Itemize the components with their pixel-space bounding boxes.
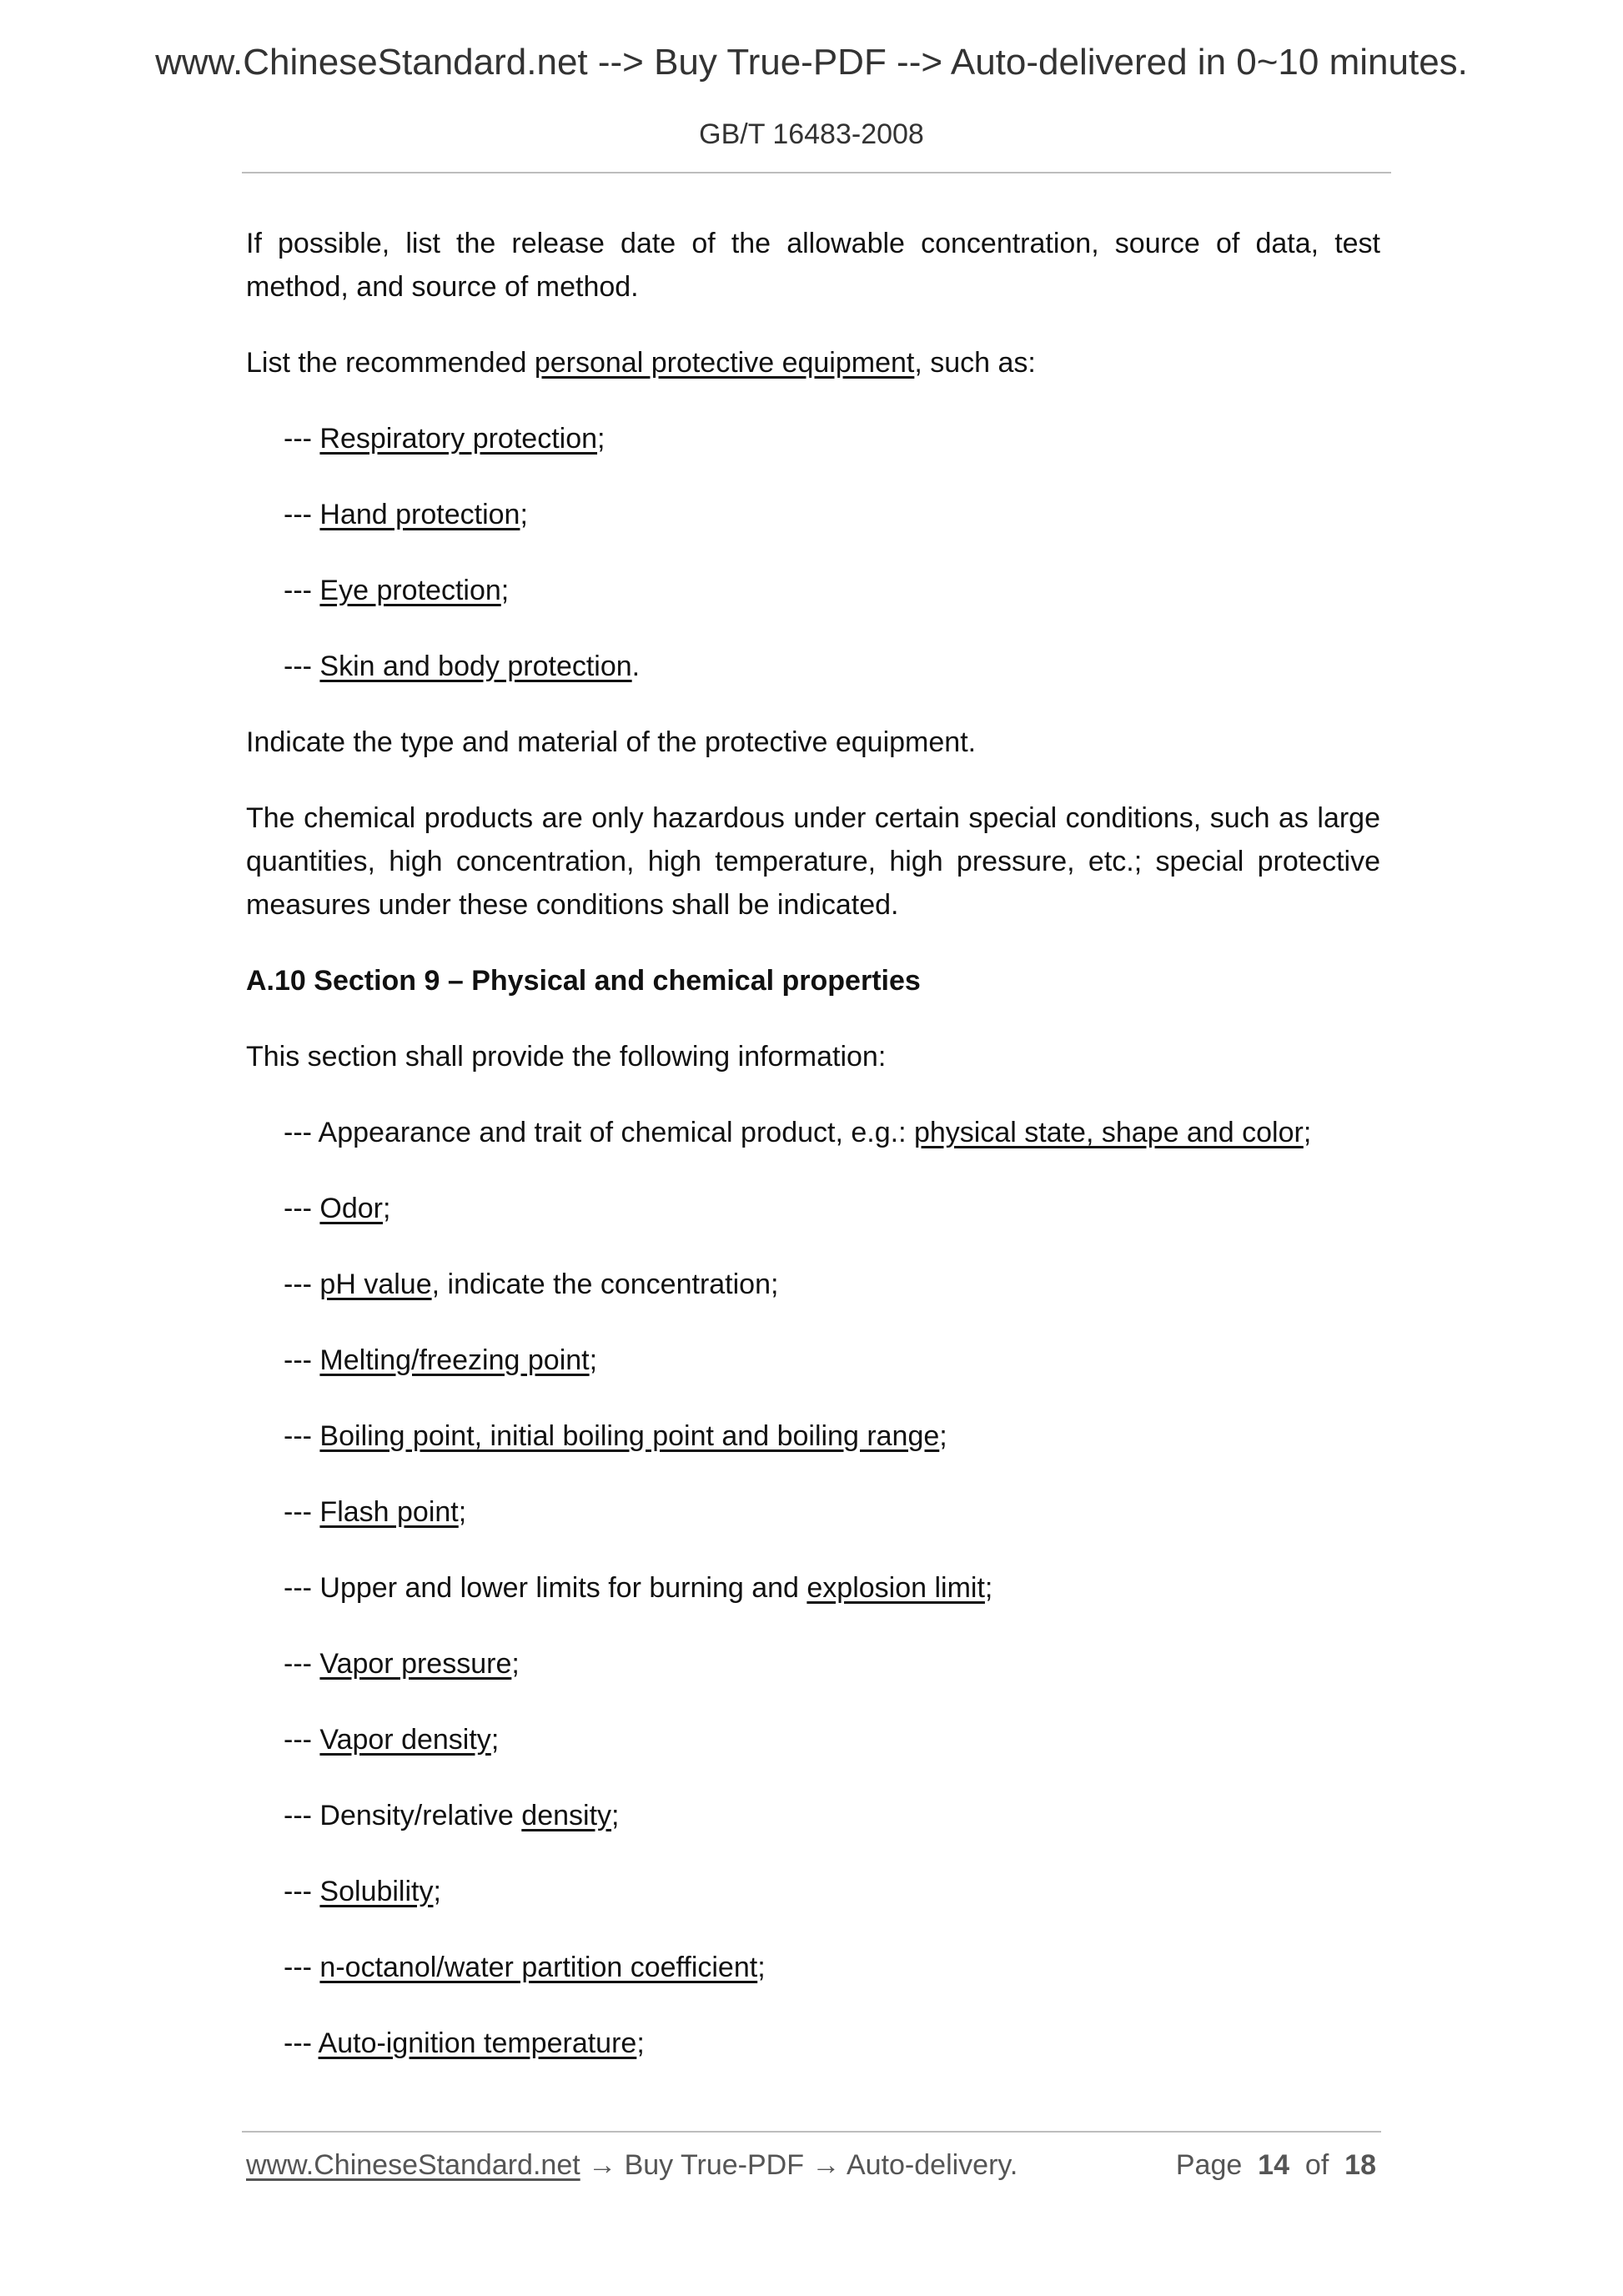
- text: ;: [939, 1420, 947, 1452]
- text: ;: [511, 1648, 520, 1680]
- ppe-list: [246, 417, 1380, 688]
- page-label: Page: [1175, 2149, 1243, 2181]
- text: ;: [611, 1800, 620, 1831]
- text: ;: [984, 1572, 993, 1604]
- list-item: [284, 1870, 1380, 1913]
- current-page: 14: [1258, 2149, 1289, 2181]
- list-item: [284, 1490, 1380, 1534]
- dash-prefix: ---: [284, 651, 320, 682]
- list-item: [284, 1111, 1380, 1154]
- list-item: [284, 1566, 1380, 1610]
- link-explosion-limit[interactable]: explosion limit: [806, 1572, 985, 1604]
- dash-prefix: ---: [284, 1648, 320, 1680]
- dash-prefix: ---: [284, 423, 320, 455]
- list-item: [284, 1946, 1380, 1989]
- link-auto-ignition-temperature[interactable]: Auto-ignition temperature: [318, 2027, 637, 2059]
- arrow-right-icon: →: [588, 2149, 617, 2181]
- text: Appearance and trait of chemical product, e.g.:: [318, 1117, 914, 1148]
- text: ;: [490, 1724, 500, 1756]
- top-banner[interactable]: www.ChineseStandard.net --> Buy True-PDF --> Auto-delivered in 0~10 minutes.: [155, 42, 1468, 83]
- page-indicator: [1176, 2149, 1376, 2182]
- dash-prefix: ---: [284, 1496, 320, 1528]
- dash-prefix: ---: [284, 1724, 320, 1756]
- paragraph-recommended-ppe: [246, 341, 1380, 384]
- dash-prefix: ---: [284, 1952, 320, 1983]
- dash-prefix: ---: [284, 1193, 320, 1224]
- page-footer: [246, 2149, 1376, 2182]
- link-vapor-pressure[interactable]: Vapor pressure: [319, 1648, 512, 1680]
- link-ph-value[interactable]: pH value: [319, 1269, 432, 1300]
- link-density[interactable]: density: [521, 1800, 612, 1831]
- list-item: [284, 1642, 1380, 1686]
- page-of: of: [1304, 2149, 1329, 2181]
- text: , such as:: [914, 347, 1036, 379]
- text: List the recommended: [246, 347, 535, 379]
- text: ;: [589, 1344, 598, 1376]
- text: ;: [383, 1193, 391, 1224]
- link-melting-freezing-point[interactable]: Melting/freezing point: [319, 1344, 590, 1376]
- document-body: [246, 222, 1380, 2098]
- dash-prefix: ---: [284, 1420, 320, 1452]
- link-eye-protection[interactable]: Eye protection: [319, 575, 501, 606]
- footer-site-link[interactable]: www.ChineseStandard.net: [246, 2149, 580, 2181]
- footer-delivery-text: Auto-delivery.: [840, 2149, 1018, 2181]
- text: ;: [520, 499, 528, 530]
- list-item: [284, 493, 1380, 536]
- list-item: [284, 645, 1380, 688]
- text: ;: [1303, 1117, 1312, 1148]
- link-partition-coefficient[interactable]: n-octanol/water partition coefficient: [319, 1952, 758, 1983]
- paragraph-section-intro: This section shall provide the following information:: [246, 1041, 887, 1073]
- dash-prefix: ---: [284, 1876, 320, 1907]
- link-boiling-point[interactable]: Boiling point, initial boiling point and boiling range: [319, 1420, 940, 1452]
- dash-prefix: ---: [284, 1269, 320, 1300]
- paragraph-equipment-type: Indicate the type and material of the protective equipment.: [246, 726, 977, 758]
- dash-prefix: ---: [284, 1344, 320, 1376]
- text: ;: [597, 423, 605, 455]
- text: Density/relative: [319, 1800, 522, 1831]
- list-item: [284, 1718, 1380, 1761]
- text: ;: [433, 1876, 441, 1907]
- dash-prefix: ---: [284, 1117, 319, 1148]
- dash-prefix: ---: [284, 499, 320, 530]
- link-skin-and-body-protection[interactable]: Skin and body protection: [319, 651, 632, 682]
- property-list: [246, 1111, 1380, 2065]
- text: ;: [500, 575, 510, 606]
- link-hand-protection[interactable]: Hand protection: [319, 499, 520, 530]
- list-item: [284, 1187, 1380, 1230]
- text: ;: [458, 1496, 467, 1528]
- header-divider: [242, 172, 1391, 173]
- document-id: GB/T 16483-2008: [699, 118, 924, 150]
- arrow-right-icon: →: [812, 2149, 841, 2181]
- paragraph-special-conditions: The chemical products are only hazardous under certain special conditions, such as large quantities, high concentration, high temperature, high pressure, etc.; special protective measures under these conditions shall be indicated.: [246, 802, 1380, 921]
- text: Upper and lower limits for burning and: [319, 1572, 807, 1604]
- link-odor[interactable]: Odor: [319, 1193, 384, 1224]
- list-item: [284, 417, 1380, 460]
- dash-prefix: ---: [284, 2027, 319, 2059]
- link-solubility[interactable]: Solubility: [319, 1876, 434, 1907]
- dash-prefix: ---: [284, 1572, 320, 1604]
- list-item: [284, 2022, 1380, 2065]
- dash-prefix: ---: [284, 575, 320, 606]
- footer-buy-text: Buy True-PDF: [616, 2149, 812, 2181]
- link-personal-protective-equipment[interactable]: personal protective equipment: [534, 347, 915, 379]
- list-item: [284, 569, 1380, 612]
- section-heading: A.10 Section 9 – Physical and chemical properties: [246, 965, 921, 997]
- text: , indicate the concentration;: [431, 1269, 779, 1300]
- total-pages: 18: [1344, 2149, 1376, 2181]
- list-item: [284, 1794, 1380, 1837]
- footer-divider: [242, 2131, 1381, 2133]
- paragraph-allowable-concentration: If possible, list the release date of the allowable concentration, source of data, test method, and source of method.: [246, 228, 1380, 303]
- link-flash-point[interactable]: Flash point: [319, 1496, 459, 1528]
- text: .: [631, 651, 641, 682]
- list-item: [284, 1263, 1380, 1306]
- link-physical-state[interactable]: physical state, shape and color: [913, 1117, 1304, 1148]
- link-respiratory-protection[interactable]: Respiratory protection: [319, 423, 598, 455]
- dash-prefix: ---: [284, 1800, 320, 1831]
- text: ;: [636, 2027, 645, 2059]
- text: ;: [757, 1952, 766, 1983]
- list-item: [284, 1414, 1380, 1458]
- list-item: [284, 1339, 1380, 1382]
- link-vapor-density[interactable]: Vapor density: [319, 1724, 491, 1756]
